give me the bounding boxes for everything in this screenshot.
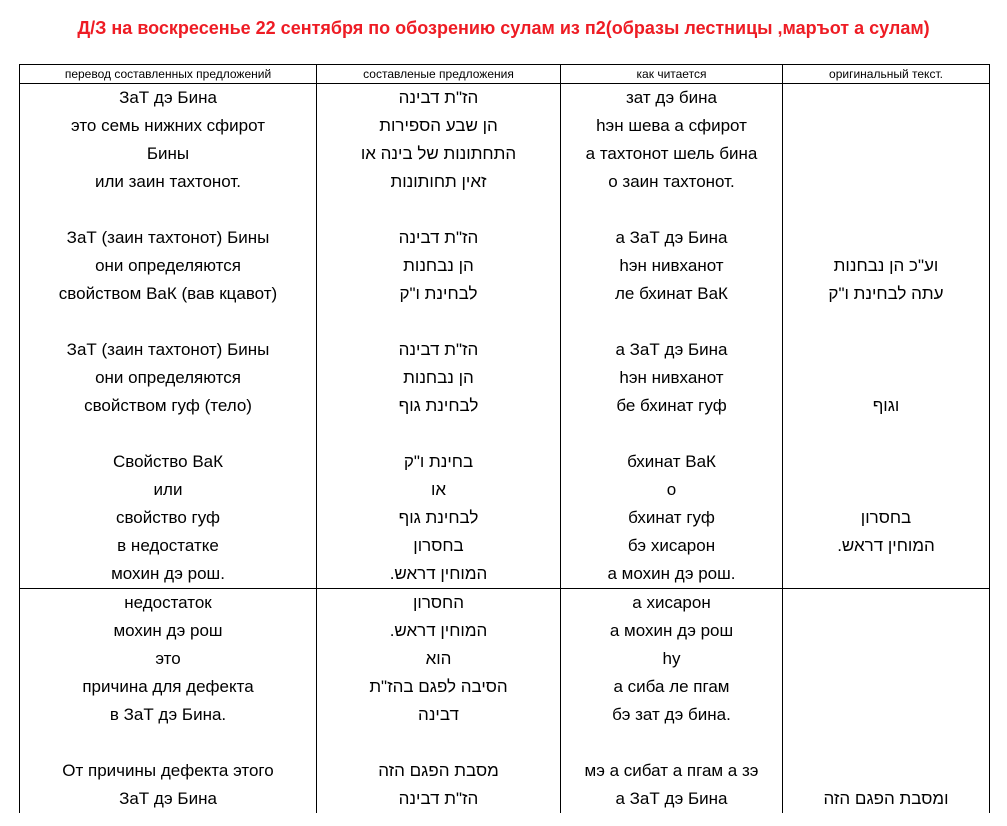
text-line: התחתונות של בינה או — [360, 144, 517, 163]
text-line — [783, 168, 989, 196]
text-line: הסיבה לפגם בהז"ת — [369, 677, 508, 696]
text-line: а тахтонот шель бина — [585, 144, 758, 163]
text-line: или — [153, 480, 183, 499]
text-line: бхинат ВаК — [627, 452, 716, 471]
text-line: הוא — [425, 649, 452, 668]
text-line: недостаток — [124, 593, 212, 612]
text-line: בחסרון — [860, 508, 912, 527]
text-line: hэн нивханот — [619, 256, 724, 275]
text-line: זאין תחותונות — [390, 172, 487, 191]
original-cell — [783, 589, 990, 814]
text-line: הז"ת דבינה — [398, 228, 479, 247]
text-line: а мохин дэ рош — [609, 621, 734, 640]
text-line: это семь нижних сфирот — [71, 116, 265, 135]
text-line: hэн нивханот — [619, 368, 724, 387]
text-line: мэ а сибат а пгам а зэ — [584, 761, 759, 780]
text-line: הז"ת דבינה — [398, 88, 479, 107]
text-line — [20, 729, 316, 757]
text-line: או — [430, 480, 447, 499]
text-line: הז"ת דבינה — [398, 340, 479, 359]
text-line: בחינת ו"ק — [403, 452, 474, 471]
text-line: причина для дефекта — [82, 677, 254, 696]
text-line: бэ зат дэ бина. — [612, 705, 731, 724]
header-row — [20, 65, 990, 84]
text-line: ЗаТ (заин тахтонот) Бины — [66, 228, 270, 247]
translation-cell — [20, 84, 317, 589]
text-line — [783, 336, 989, 364]
col-header-composed: составленые предложения — [317, 65, 561, 84]
col-header-translation: перевод составленных предложений — [20, 65, 317, 84]
text-line: וע"כ הן נבחנות — [833, 256, 939, 275]
text-line — [561, 196, 782, 224]
text-line — [783, 729, 989, 757]
text-line: לבחינת גוף — [398, 396, 479, 415]
text-line — [317, 308, 560, 336]
text-line: הז"ת דבינה — [398, 789, 479, 808]
table-row — [20, 589, 990, 814]
text-line — [783, 112, 989, 140]
text-line — [783, 140, 989, 168]
text-line — [783, 308, 989, 336]
text-line: а мохин дэ рош. — [607, 564, 736, 583]
text-line: в ЗаТ дэ Бина. — [109, 705, 227, 724]
text-line: מסבת הפגם הזה — [378, 761, 499, 780]
col-header-original: оригинальный текст. — [783, 65, 990, 84]
text-line: они определяются — [95, 368, 241, 387]
text-line: бхинат гуф — [628, 508, 715, 527]
text-line — [783, 589, 989, 617]
text-line: а ЗаТ дэ Бина — [615, 789, 728, 808]
text-line: בחסרון — [413, 536, 464, 555]
text-line — [317, 196, 560, 224]
text-line — [317, 729, 560, 757]
text-line: свойством ВаК (вав кцавот) — [58, 284, 278, 303]
text-line: hу — [662, 649, 681, 668]
text-line: От причины дефекта этого — [62, 761, 274, 780]
text-line: свойство гуф — [115, 508, 221, 527]
text-line: или заин тахтонот. — [95, 172, 241, 191]
text-line: а сиба ле пгам — [613, 677, 730, 696]
text-line — [783, 196, 989, 224]
text-line: המוחין דראש. — [837, 536, 935, 555]
composed-cell — [317, 589, 561, 814]
translation-cell — [20, 589, 317, 814]
text-line: לבחינת ו"ק — [399, 284, 478, 303]
text-line: они определяются — [95, 256, 241, 275]
text-line: החסרון — [412, 593, 465, 612]
original-cell — [783, 84, 990, 589]
text-line: דבינה — [418, 705, 459, 724]
text-line: עתה לבחינת ו"ק — [828, 284, 944, 303]
text-line — [20, 308, 316, 336]
text-line — [317, 420, 560, 448]
text-line: а ЗаТ дэ Бина — [615, 228, 728, 247]
text-line: המוחין דראש. — [389, 621, 488, 640]
text-line: в недостатке — [117, 536, 219, 555]
text-line: לבחינת גוף — [398, 508, 479, 527]
text-line: הן נבחנות — [403, 256, 474, 275]
text-line: свойством гуф (тело) — [84, 396, 252, 415]
text-line — [20, 196, 316, 224]
text-line: бе бхинат гуф — [616, 396, 727, 415]
text-line — [783, 617, 989, 645]
text-line: бэ хисарон — [627, 536, 716, 555]
text-line: о заин тахтонот. — [608, 172, 735, 191]
text-line: הן נבחנות — [403, 368, 474, 387]
text-line — [783, 364, 989, 392]
text-line: а ЗаТ дэ Бина — [615, 340, 728, 359]
text-line: Бины — [146, 144, 190, 163]
text-line — [783, 673, 989, 701]
homework-table — [19, 64, 990, 813]
text-line — [783, 84, 989, 112]
text-line: הן שבע הספירות — [379, 116, 498, 135]
text-line: ЗаТ дэ Бина — [119, 789, 217, 808]
text-line: ле бхинат ВаК — [615, 284, 728, 303]
reading-cell — [561, 589, 783, 814]
text-line — [783, 560, 989, 588]
text-line — [783, 701, 989, 729]
text-line — [561, 729, 782, 757]
composed-cell — [317, 84, 561, 589]
reading-cell — [561, 84, 783, 589]
text-line: ЗаТ (заин тахтонот) Бины — [66, 340, 270, 359]
text-line — [783, 420, 989, 448]
table-row — [20, 84, 990, 589]
text-line — [783, 448, 989, 476]
text-line — [20, 420, 316, 448]
text-line: Свойство ВаК — [112, 452, 224, 471]
text-line: о — [666, 480, 677, 499]
text-line: это — [155, 649, 181, 668]
text-line — [561, 420, 782, 448]
text-line: ЗаТ дэ Бина — [119, 88, 217, 107]
col-header-reading: как читается — [561, 65, 783, 84]
text-line: мохин дэ рош. — [111, 564, 225, 583]
text-line — [561, 308, 782, 336]
text-line — [783, 757, 989, 785]
text-line: зат дэ бина — [626, 88, 717, 107]
text-line: וגוף — [872, 396, 900, 415]
page-title: Д/З на воскресенье 22 сентября по обозрению сулам из п2(образы лестницы ,маръот а сулам) — [77, 18, 930, 38]
text-line: hэн шева а сфирот — [596, 116, 747, 135]
text-line — [783, 224, 989, 252]
text-line: мохин дэ рош — [113, 621, 223, 640]
text-line: ומסבת הפגם הזה — [823, 789, 949, 808]
text-line: а хисарон — [632, 593, 711, 612]
text-line — [783, 476, 989, 504]
text-line — [783, 645, 989, 673]
text-line: המוחין דראש. — [389, 564, 488, 583]
